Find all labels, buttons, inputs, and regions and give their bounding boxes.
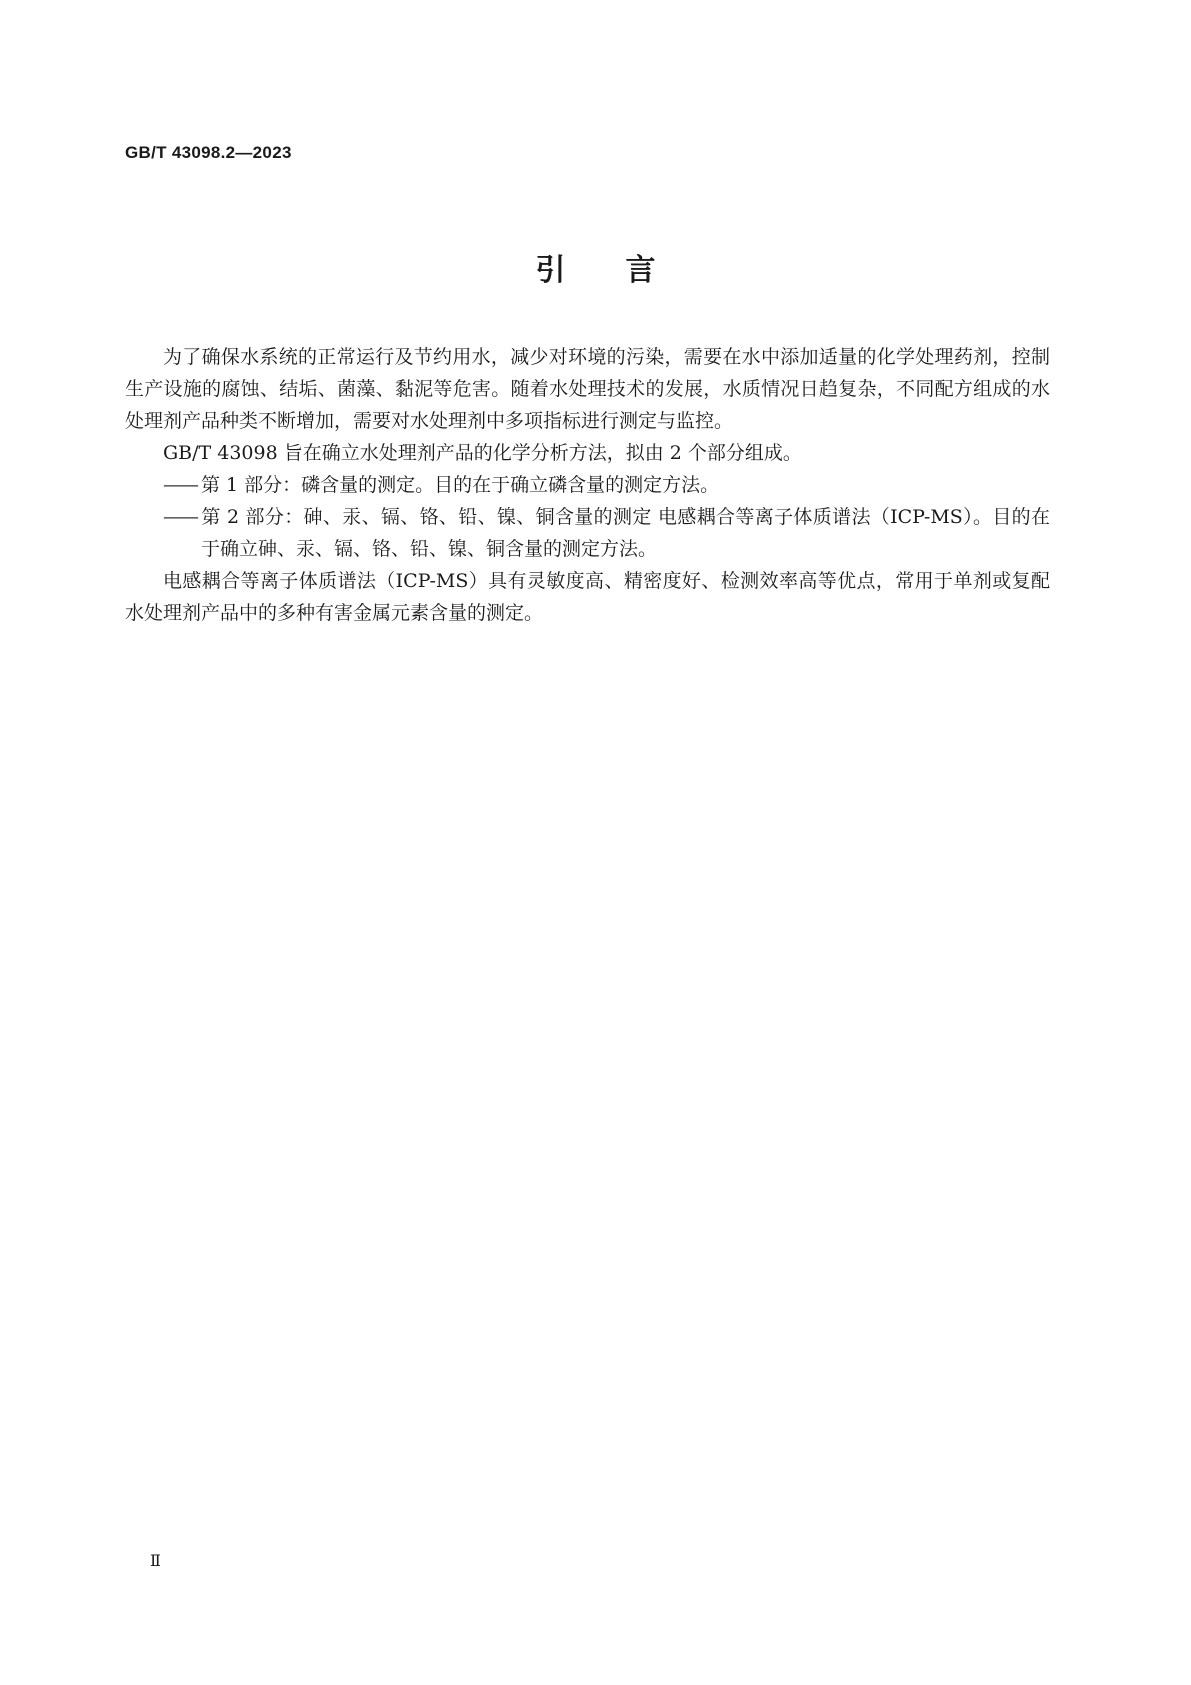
part-2-text: 第 2 部分：砷、汞、镉、铬、铅、镍、铜含量的测定 电感耦合等离子体质谱法（ICP-MS）。目的在于确立砷、汞、镉、铬、铅、镍、铜含量的测定方法。 — [201, 506, 1050, 560]
standard-number: GB/T 43098.2—2023 — [125, 143, 292, 162]
dash-marker: —— — [163, 506, 197, 528]
intro-paragraph-1: 为了确保水系统的正常运行及节约用水，减少对环境的污染，需要在水中添加适量的化学处理药剂，控制生产设施的腐蚀、结垢、菌藻、黏泥等危害。随着水处理技术的发展，水质情况日趋复杂，不同配方组成的水处理剂产品种类不断增加，需要对水处理剂中多项指标进行测定与监控。 — [125, 346, 1050, 432]
part-1-text: 第 1 部分：磷含量的测定。目的在于确立磷含量的测定方法。 — [201, 474, 720, 496]
intro-paragraph-2: GB/T 43098 旨在确立水处理剂产品的化学分析方法，拟由 2 个部分组成。 — [163, 442, 802, 464]
part-list-item-1 — [125, 469, 1050, 501]
intro-paragraph-closing: 电感耦合等离子体质谱法（ICP-MS）具有灵敏度高、精密度好、检测效率高等优点，常用于单剂或复配水处理剂产品中的多种有害金属元素含量的测定。 — [125, 570, 1050, 624]
dash-marker: —— — [163, 474, 197, 496]
page-number: Ⅱ — [150, 1551, 161, 1570]
page-title: 引言 — [535, 253, 716, 288]
part-list-item-2 — [125, 501, 1050, 565]
introduction-body — [125, 341, 1050, 629]
